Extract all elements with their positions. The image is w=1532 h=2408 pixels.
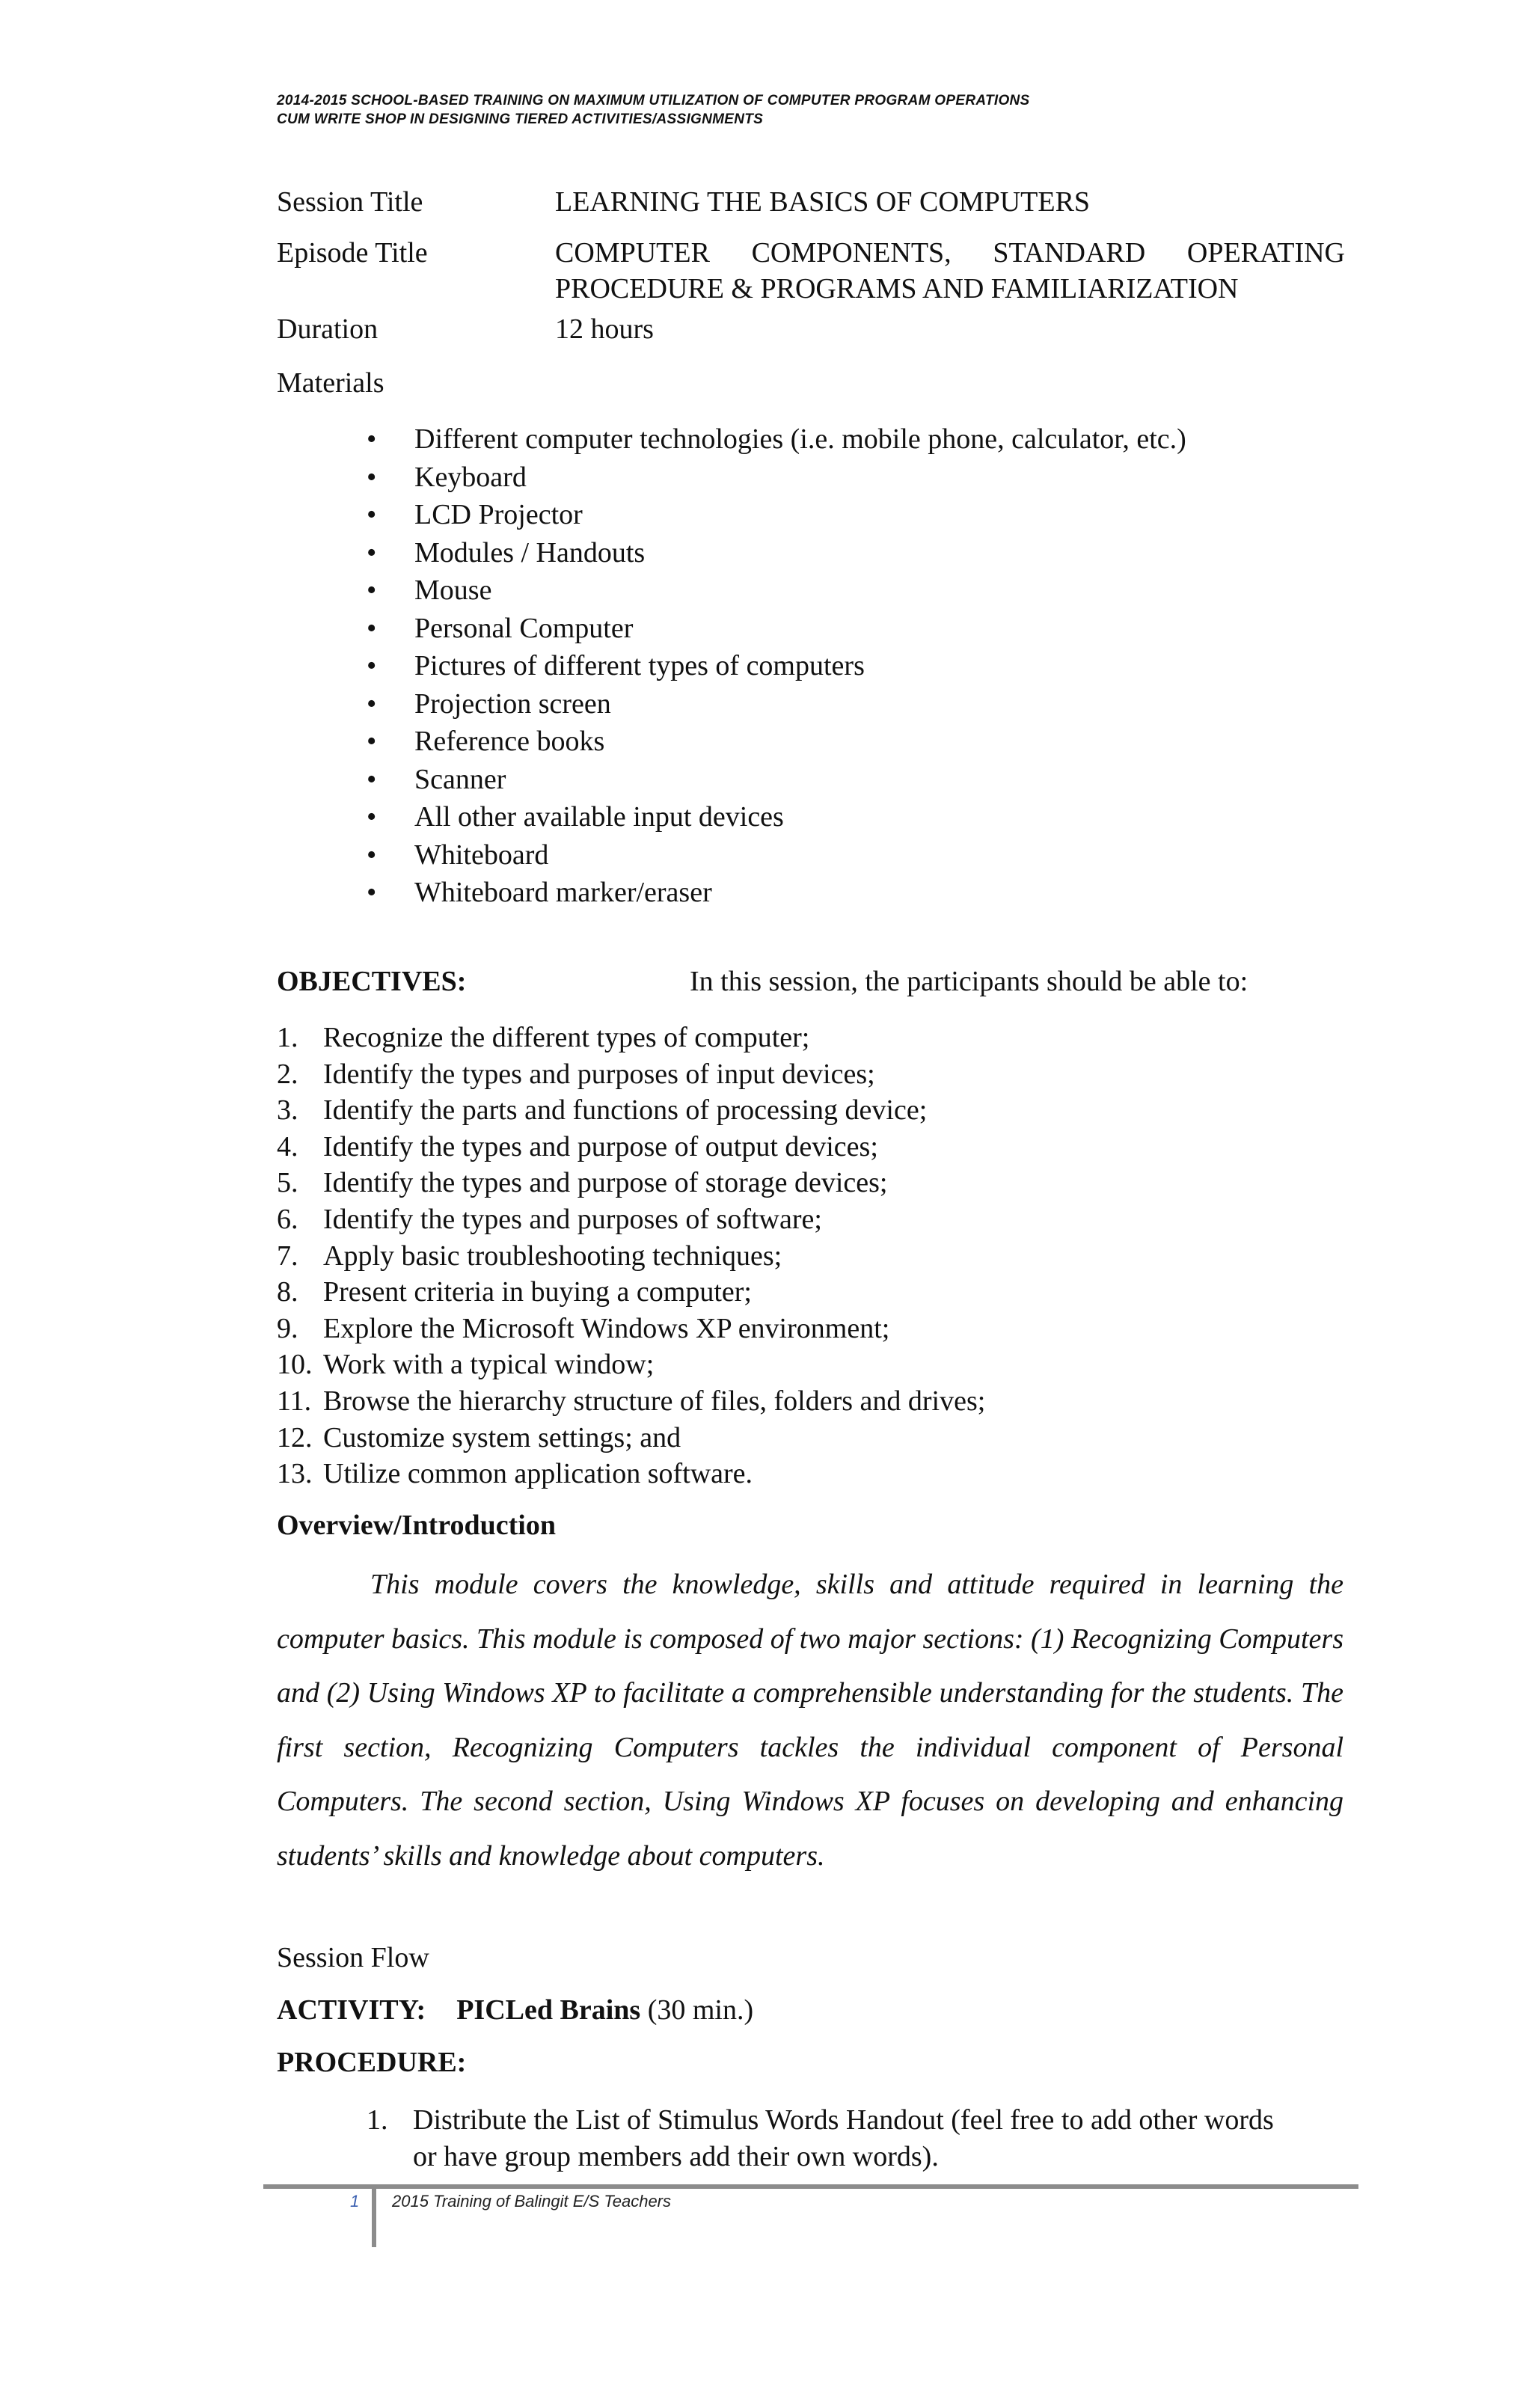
- footer-vertical-divider: [372, 2189, 376, 2247]
- objective-text: Browse the hierarchy structure of files, folders and drives;: [323, 1385, 986, 1417]
- footer-divider: [263, 2184, 1358, 2189]
- objective-item: [277, 1129, 985, 1165]
- materials-item: • Whiteboard marker/eraser: [367, 874, 1186, 912]
- objective-text: Identify the parts and functions of processing device;: [323, 1094, 928, 1127]
- objective-item: [277, 1274, 985, 1311]
- materials-item: • Scanner: [367, 761, 1186, 799]
- objective-item: [277, 1092, 985, 1129]
- objective-number: 10.: [277, 1349, 313, 1381]
- materials-item: • Whiteboard: [367, 836, 1186, 874]
- objective-text: Identify the types and purposes of software;: [323, 1203, 822, 1235]
- materials-item: • Personal Computer: [367, 610, 1186, 648]
- objective-item: [277, 1056, 985, 1093]
- objective-text: Identify the types and purpose of output devices;: [323, 1130, 878, 1162]
- activity-label: ACTIVITY:: [277, 1994, 426, 2026]
- episode-title-value-line2: PROCEDURE & PROGRAMS AND FAMILIARIZATION: [555, 273, 1239, 304]
- materials-item: • Modules / Handouts: [367, 534, 1186, 572]
- objective-number: 2.: [277, 1058, 298, 1090]
- objective-item: [277, 1347, 985, 1383]
- objective-text: Explore the Microsoft Windows XP environment;: [323, 1312, 890, 1344]
- procedure-step-number: 1.: [367, 2104, 388, 2136]
- materials-item: • Keyboard: [367, 459, 1186, 497]
- objective-text: Utilize common application software.: [323, 1458, 753, 1490]
- activity-line: [277, 1994, 753, 2026]
- objective-number: 7.: [277, 1240, 298, 1272]
- activity-time: (30 min.): [647, 1994, 754, 2026]
- objective-number: 8.: [277, 1276, 298, 1308]
- header-line-2: CUM WRITE SHOP IN DESIGNING TIERED ACTIVITIES/ASSIGNMENTS: [277, 111, 764, 127]
- duration-label: Duration: [277, 313, 379, 345]
- materials-item: • Pictures of different types of computers: [367, 647, 1186, 685]
- objective-item: [277, 1201, 985, 1238]
- materials-item: • Different computer technologies (i.e. mobile phone, calculator, etc.): [367, 420, 1186, 459]
- objective-number: 3.: [277, 1094, 298, 1127]
- objective-number: 11.: [277, 1385, 312, 1417]
- overview-title: Overview/Introduction: [277, 1510, 556, 1541]
- session-flow-label: Session Flow: [277, 1942, 429, 1973]
- running-header: [277, 91, 1030, 129]
- duration-value: 12 hours: [555, 313, 654, 345]
- objective-item: [277, 1311, 985, 1347]
- objective-item: [277, 1165, 985, 1201]
- materials-label: Materials: [277, 367, 384, 399]
- episode-title-value-line1: COMPUTER COMPONENTS, STANDARD OPERATING: [555, 237, 1345, 269]
- procedure-heading: PROCEDURE:: [277, 2047, 467, 2078]
- objective-item: [277, 1420, 985, 1456]
- objective-text: Customize system settings; and: [323, 1421, 681, 1453]
- materials-item: • All other available input devices: [367, 798, 1186, 836]
- objectives-list: [277, 1020, 985, 1492]
- objective-number: 6.: [277, 1203, 298, 1235]
- materials-item: • Mouse: [367, 572, 1186, 610]
- materials-list: [367, 420, 1186, 912]
- procedure-step: [367, 2102, 1302, 2175]
- objective-number: 9.: [277, 1312, 298, 1344]
- footer-text: 2015 Training of Balingit E/S Teachers: [392, 2192, 672, 2211]
- objective-item: [277, 1456, 985, 1492]
- objectives-heading: OBJECTIVES:: [277, 966, 467, 997]
- objective-item: [277, 1020, 985, 1056]
- overview-paragraph: This module covers the knowledge, skills and attitude required in learning the computer basics. This module is composed of two major sections: (1) Recognizing Computers and (2) Using Windows XP to facilitate a comprehensible understanding for the students. The first section, Recognizing Computers tackles the individual component of Personal Computers. The second section, Using Windows XP focuses on developing and enhancing students’ skills and knowledge about computers.: [277, 1569, 1343, 1872]
- procedure-step-text: Distribute the List of Stimulus Words Handout (feel free to add other words or have group members add their own words).: [413, 2104, 1274, 2172]
- materials-item: • Projection screen: [367, 685, 1186, 723]
- objective-item: [277, 1383, 985, 1420]
- page-number: 1: [350, 2192, 360, 2211]
- objective-number: 12.: [277, 1421, 313, 1453]
- objective-text: Identify the types and purposes of input devices;: [323, 1058, 875, 1090]
- activity-name: PICLed Brains: [456, 1994, 641, 2026]
- session-title-label: Session Title: [277, 186, 423, 218]
- materials-item: • Reference books: [367, 723, 1186, 761]
- objective-item: [277, 1238, 985, 1275]
- objective-text: Identify the types and purpose of storage devices;: [323, 1167, 888, 1199]
- objective-number: 5.: [277, 1167, 298, 1199]
- objective-number: 1.: [277, 1022, 298, 1053]
- objective-text: Present criteria in buying a computer;: [323, 1276, 752, 1308]
- objective-text: Apply basic troubleshooting techniques;: [323, 1240, 782, 1272]
- session-title-value: LEARNING THE BASICS OF COMPUTERS: [555, 186, 1091, 218]
- objective-number: 13.: [277, 1458, 313, 1490]
- objective-text: Recognize the different types of computer;: [323, 1022, 810, 1053]
- objective-number: 4.: [277, 1130, 298, 1162]
- objectives-intro: In this session, the participants should be able to:: [690, 966, 1248, 997]
- episode-title-label: Episode Title: [277, 237, 428, 269]
- header-line-1: 2014-2015 SCHOOL-BASED TRAINING ON MAXIMUM UTILIZATION OF COMPUTER PROGRAM OPERATIONS: [277, 93, 1030, 108]
- materials-item: • LCD Projector: [367, 496, 1186, 534]
- objective-text: Work with a typical window;: [323, 1349, 655, 1381]
